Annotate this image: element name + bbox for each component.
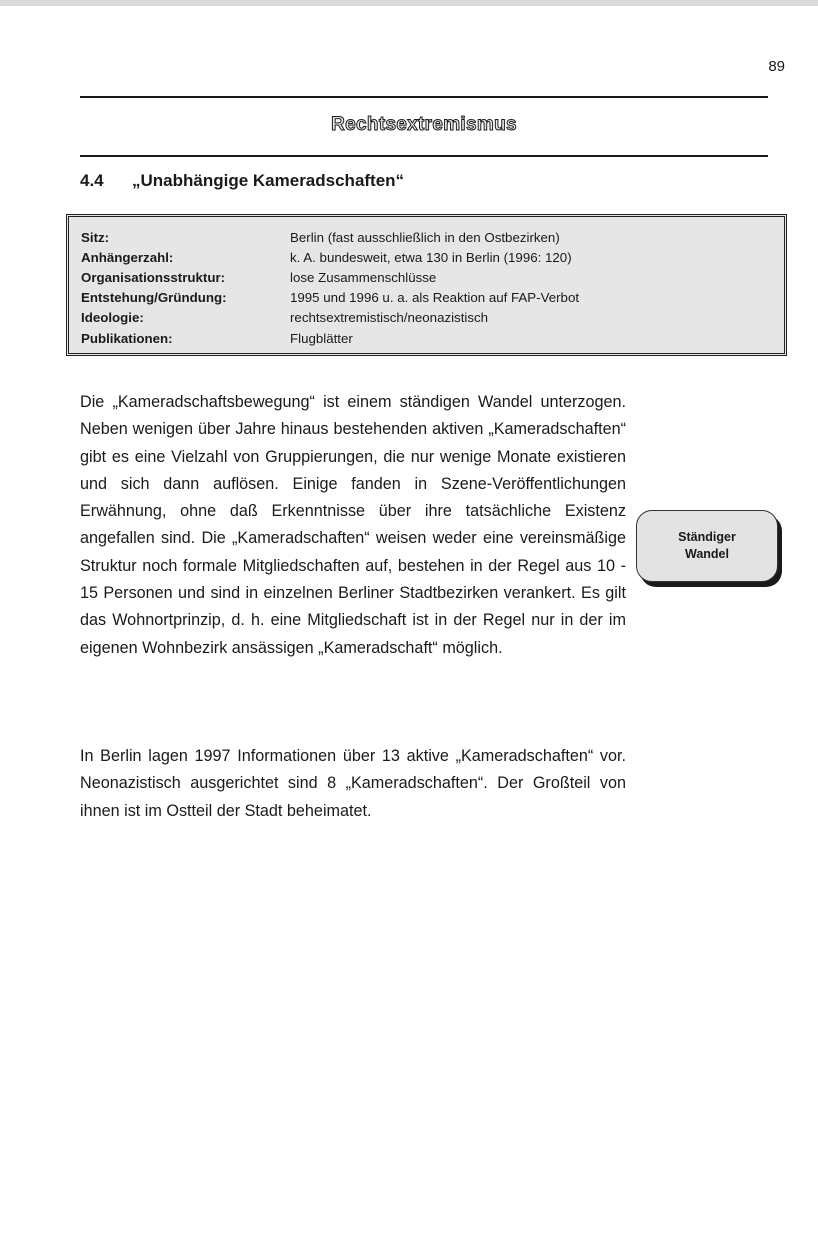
info-box xyxy=(66,214,787,356)
section-title: „Unabhängige Kameradschaften“ xyxy=(132,171,405,190)
info-row xyxy=(81,328,784,348)
info-row xyxy=(81,247,784,267)
running-head: Rechtsextremismus xyxy=(331,114,517,135)
info-label: Publikationen: xyxy=(81,330,173,346)
header-rule-top xyxy=(80,96,768,98)
info-label: Sitz: xyxy=(81,229,110,245)
info-row xyxy=(81,288,784,308)
section-number: 4.4 xyxy=(80,171,104,190)
page-top-edge xyxy=(0,0,818,6)
info-value: 1995 und 1996 u. a. als Reaktion auf FAP-Verbot xyxy=(290,290,580,306)
section-heading xyxy=(80,171,404,191)
info-label: Entstehung/Gründung: xyxy=(81,290,227,306)
body-paragraph-2: In Berlin lagen 1997 Informationen über 13 aktive „Kameradschaften“ vor. Neonazistisch ausgerichtet sind 8 „Kameradschaften“. Der Großteil von ihnen ist im Ostteil der Stadt beheimatet. xyxy=(80,747,626,820)
body-paragraph-1: Die „Kameradschaftsbewegung“ ist einem ständigen Wandel unterzogen. Neben wenigen über Jahre hinaus bestehenden aktiven „Kameradschaften“ gibt es eine Vielzahl von Gruppierungen, die nur wenige Monate existieren und sich dann auflösen. Einige fanden in Szene-Veröffentlichungen Erwähnung, ohne daß Erkenntnisse über ihre tatsächliche Existenz angefallen sind. Die „Kameradschaften“ weisen weder eine vereinsmäßige Struktur noch formale Mitgliedschaften auf, bestehen in der Regel aus 10 - 15 Personen und sind in einzelnen Berliner Stadtbezirken verankert. Es gilt das Wohnortprinzip, d. h. eine Mitgliedschaft ist in der Regel nur in der im eigenen Wohnbezirk ansässigen „Kameradschaft“ möglich. xyxy=(80,393,626,657)
info-row xyxy=(81,308,784,328)
margin-note-line-2: Wandel xyxy=(685,547,729,561)
info-row xyxy=(81,227,784,247)
header-rule-bottom xyxy=(80,155,768,157)
info-value: lose Zusammenschlüsse xyxy=(290,269,437,285)
info-label: Anhängerzahl: xyxy=(81,249,174,265)
info-value: k. A. bundesweit, etwa 130 in Berlin (1996: 120) xyxy=(290,249,572,265)
margin-note xyxy=(636,510,778,582)
info-value: Berlin (fast ausschließlich in den Ostbezirken) xyxy=(290,229,560,245)
info-label: Ideologie: xyxy=(81,310,144,326)
info-value: Flugblätter xyxy=(290,330,353,346)
info-label: Organisationsstruktur: xyxy=(81,269,226,285)
info-row xyxy=(81,267,784,287)
info-value: rechtsextremistisch/neonazistisch xyxy=(290,310,489,326)
margin-note-line-1: Ständiger xyxy=(678,530,736,544)
page-number: 89 xyxy=(768,58,785,75)
